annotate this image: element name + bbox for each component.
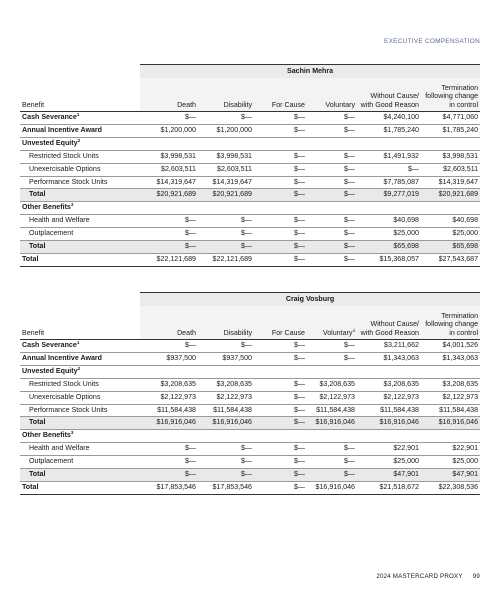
col-header-voluntary-label: Voluntary [322, 328, 353, 337]
table-cell: $— [254, 253, 307, 266]
table-row [20, 137, 480, 150]
table-cell: $3,208,635 [357, 378, 421, 391]
table-cell: $— [198, 456, 254, 469]
table-cell: $— [307, 189, 357, 202]
table-cell: $1,491,932 [357, 150, 421, 163]
table-cell: $— [140, 241, 198, 254]
page-number: 99 [472, 573, 480, 580]
table-row [20, 228, 480, 241]
table-cell: $2,603,511 [421, 163, 480, 176]
table-row [20, 112, 480, 125]
table-cell: $3,208,635 [198, 378, 254, 391]
table-cell: $65,698 [421, 241, 480, 254]
col-header-benefit: Benefit [20, 306, 140, 340]
col-header-for-cause: For Cause [254, 306, 307, 340]
table-cell: $— [140, 112, 198, 125]
table-cell: $1,785,240 [421, 124, 480, 137]
table-row [20, 391, 480, 404]
table-cell: $25,000 [421, 456, 480, 469]
table-cell: $— [198, 241, 254, 254]
table-cell: $11,584,438 [357, 404, 421, 417]
table-cell: $16,916,046 [307, 417, 357, 430]
table-cell: $— [140, 443, 198, 456]
table-cell: $— [254, 443, 307, 456]
table-cell: $937,500 [140, 352, 198, 365]
table-cell: $— [254, 112, 307, 125]
table-cell: $— [254, 391, 307, 404]
row-label [20, 443, 140, 456]
table-cell: $— [140, 340, 198, 353]
table-cell: $— [254, 378, 307, 391]
table-row [20, 352, 480, 365]
table-cell: $1,343,063 [357, 352, 421, 365]
col-header-text: Termination [441, 83, 479, 92]
table-cell: $22,308,536 [421, 481, 480, 494]
table-cell: $— [198, 112, 254, 125]
table-row [20, 430, 480, 443]
table-cell: $— [140, 215, 198, 228]
table-cell: $— [198, 443, 254, 456]
table-cell: $— [254, 481, 307, 494]
col-header-disability: Disability [198, 78, 254, 112]
table-cell: $— [357, 163, 421, 176]
table-cell: $3,998,531 [198, 150, 254, 163]
col-header-text: Without Cause/ [370, 320, 419, 329]
row-label-text: Outplacement [29, 229, 74, 238]
table-row [20, 253, 480, 266]
table-cell [140, 137, 198, 150]
table-cell: $16,916,046 [307, 481, 357, 494]
table-cell: $— [307, 456, 357, 469]
row-label [20, 150, 140, 163]
table-cell: $— [307, 112, 357, 125]
col-header-text: with Good Reason [360, 328, 419, 337]
table-cell: $— [140, 228, 198, 241]
table-cell: $2,603,511 [198, 163, 254, 176]
table-cell [421, 137, 480, 150]
executive-name: Sachin Mehra [140, 65, 480, 79]
row-label-text: Unvested Equity [22, 366, 78, 375]
row-label-text: Total [29, 190, 46, 199]
table-cell: $65,698 [357, 241, 421, 254]
row-label [20, 404, 140, 417]
table-cell: $11,584,438 [421, 404, 480, 417]
table-cell: $— [254, 241, 307, 254]
table-cell: $1,343,063 [421, 352, 480, 365]
table-cell: $17,853,546 [198, 481, 254, 494]
table-cell: $2,603,511 [140, 163, 198, 176]
severance-table-craig-vosburg [20, 292, 480, 495]
col-header-termination-cic [421, 78, 480, 112]
row-label-text: Total [22, 482, 39, 491]
table-row [20, 404, 480, 417]
table-cell: $21,518,672 [357, 481, 421, 494]
table-cell: $2,122,973 [307, 391, 357, 404]
table-cell [254, 202, 307, 215]
table-row [20, 241, 480, 254]
table-cell [140, 365, 198, 378]
row-label [20, 430, 140, 443]
row-label-text: Total [29, 242, 46, 251]
col-header-text: Without Cause/ [370, 92, 419, 101]
table-cell: $20,921,689 [198, 189, 254, 202]
row-label-text: Total [29, 418, 46, 427]
table-cell: $— [307, 253, 357, 266]
footnote-ref: 1 [76, 340, 80, 345]
table-cell: $3,998,531 [421, 150, 480, 163]
table-cell: $— [307, 241, 357, 254]
table-cell [421, 430, 480, 443]
table-cell [307, 430, 357, 443]
row-label-text: Other Benefits [22, 431, 71, 440]
row-label [20, 241, 140, 254]
table-cell: $937,500 [198, 352, 254, 365]
row-label [20, 469, 140, 482]
table-cell: $17,853,546 [140, 481, 198, 494]
table-cell: $22,121,689 [140, 253, 198, 266]
table-row [20, 124, 480, 137]
row-label-text: Unexercisable Options [29, 164, 101, 173]
table-cell [357, 430, 421, 443]
col-header-text: in control [449, 100, 479, 109]
table-cell: $— [254, 228, 307, 241]
table-cell: $47,901 [357, 469, 421, 482]
col-header-voluntary [307, 306, 357, 340]
row-label-text: Cash Severance [22, 113, 77, 121]
table-row [20, 189, 480, 202]
table-cell: $16,916,046 [140, 417, 198, 430]
col-header-without-cause [357, 306, 421, 340]
table-cell: $— [307, 352, 357, 365]
table-cell: $— [254, 417, 307, 430]
table-cell: $1,785,240 [357, 124, 421, 137]
table-cell: $11,584,438 [140, 404, 198, 417]
table-cell: $11,584,438 [307, 404, 357, 417]
table-cell [254, 137, 307, 150]
col-header-text: Termination [441, 311, 479, 320]
row-label-text: Restricted Stock Units [29, 379, 99, 388]
table-cell: $— [254, 215, 307, 228]
page-footer [376, 573, 480, 580]
table-cell: $— [254, 404, 307, 417]
table-cell: $— [254, 150, 307, 163]
row-label [20, 112, 140, 125]
row-label-text: Total [22, 254, 39, 263]
table-cell: $25,000 [357, 456, 421, 469]
table-cell: $9,277,019 [357, 189, 421, 202]
table-cell: $— [307, 163, 357, 176]
table-cell [198, 430, 254, 443]
table-cell [140, 202, 198, 215]
row-label [20, 365, 140, 378]
col-header-text: with Good Reason [360, 100, 419, 109]
row-label [20, 253, 140, 266]
table-cell: $7,785,087 [357, 176, 421, 189]
row-label-text: Cash Severance [22, 341, 77, 349]
col-header-voluntary-label: Voluntary [325, 100, 355, 109]
table-cell: $— [254, 189, 307, 202]
row-label [20, 215, 140, 228]
row-label [20, 176, 140, 189]
table-cell: $— [254, 352, 307, 365]
table-cell: $— [307, 176, 357, 189]
table-cell: $22,121,689 [198, 253, 254, 266]
table-row [20, 150, 480, 163]
row-label-text: Restricted Stock Units [29, 151, 99, 160]
table-cell [307, 202, 357, 215]
table-cell: $15,368,057 [357, 253, 421, 266]
row-label-text: Health and Welfare [29, 216, 90, 225]
table-cell: $— [198, 469, 254, 482]
footnote-ref: 3 [70, 202, 74, 208]
table-cell: $2,122,973 [357, 391, 421, 404]
table-cell: $— [307, 228, 357, 241]
table-cell: $— [307, 124, 357, 137]
table-cell: $— [140, 469, 198, 482]
table-cell [357, 137, 421, 150]
table-row [20, 163, 480, 176]
footnote-ref: 4 [352, 327, 355, 333]
table-cell [421, 202, 480, 215]
table-cell: $— [307, 150, 357, 163]
row-label-text: Performance Stock Units [29, 405, 108, 414]
row-label-text: Unvested Equity [22, 138, 78, 147]
table-cell: $4,771,060 [421, 112, 480, 125]
table-cell: $16,916,046 [421, 417, 480, 430]
table-cell: $1,200,000 [198, 124, 254, 137]
table-cell: $25,000 [357, 228, 421, 241]
severance-table-sachin-mehra [20, 64, 480, 267]
table-cell: $— [198, 228, 254, 241]
table-row [20, 365, 480, 378]
col-header-benefit: Benefit [20, 78, 140, 112]
table-row [20, 215, 480, 228]
footnote-ref: 1 [76, 112, 80, 117]
table-cell: $2,122,973 [198, 391, 254, 404]
table-cell: $3,208,635 [421, 378, 480, 391]
table-cell: $3,208,635 [307, 378, 357, 391]
row-label [20, 340, 140, 353]
table-cell: $40,698 [421, 215, 480, 228]
table-cell: $20,921,689 [421, 189, 480, 202]
table-cell: $40,698 [357, 215, 421, 228]
row-label [20, 189, 140, 202]
table-row [20, 456, 480, 469]
table-cell: $22,901 [357, 443, 421, 456]
col-header-death: Death [140, 78, 198, 112]
table-cell: $14,319,647 [140, 176, 198, 189]
table-cell: $20,921,689 [140, 189, 198, 202]
row-label [20, 378, 140, 391]
table-cell [140, 430, 198, 443]
table-cell: $4,001,526 [421, 340, 480, 353]
row-label [20, 391, 140, 404]
col-header-death: Death [140, 306, 198, 340]
row-label [20, 137, 140, 150]
table-cell [198, 137, 254, 150]
table-row [20, 417, 480, 430]
table-cell [254, 430, 307, 443]
row-label-text: Other Benefits [22, 203, 71, 212]
table-cell: $14,319,647 [421, 176, 480, 189]
row-label-text: Annual Incentive Award [22, 125, 103, 134]
row-label [20, 202, 140, 215]
table-cell: $— [254, 456, 307, 469]
col-header-text: following change [425, 92, 479, 101]
row-label-text: Annual Incentive Award [22, 353, 103, 362]
table-cell: $16,916,046 [357, 417, 421, 430]
table-row [20, 202, 480, 215]
row-label [20, 352, 140, 365]
col-header-text: following change [425, 320, 479, 329]
table-cell [307, 137, 357, 150]
executive-name: Craig Vosburg [140, 293, 480, 307]
table-cell: $47,901 [421, 469, 480, 482]
table-cell: $16,916,046 [198, 417, 254, 430]
footnote-ref: 2 [77, 365, 81, 371]
row-label [20, 163, 140, 176]
row-label-text: Outplacement [29, 457, 74, 466]
table-cell [357, 365, 421, 378]
row-label [20, 228, 140, 241]
col-header-voluntary [307, 78, 357, 112]
row-label-text: Performance Stock Units [29, 177, 108, 186]
table-cell [198, 365, 254, 378]
table-cell: $3,211,662 [357, 340, 421, 353]
footnote-ref: 2 [77, 137, 81, 143]
table-cell: $— [254, 469, 307, 482]
footer-document-title: 2024 MASTERCARD PROXY [376, 573, 463, 580]
table-cell [357, 202, 421, 215]
row-label [20, 456, 140, 469]
table-cell: $2,122,973 [140, 391, 198, 404]
table-cell: $25,000 [421, 228, 480, 241]
footnote-ref: 3 [70, 430, 74, 436]
row-label-text: Total [29, 470, 46, 479]
col-header-without-cause [357, 78, 421, 112]
row-label [20, 481, 140, 494]
table-cell: $— [198, 215, 254, 228]
table-cell: $11,584,438 [198, 404, 254, 417]
table-row [20, 378, 480, 391]
table-cell: $14,319,647 [198, 176, 254, 189]
row-label-text: Unexercisable Options [29, 392, 101, 401]
col-header-for-cause: For Cause [254, 78, 307, 112]
table-cell: $22,901 [421, 443, 480, 456]
table-cell [421, 365, 480, 378]
table-row [20, 340, 480, 353]
table-cell: $— [140, 456, 198, 469]
table-cell: $— [307, 443, 357, 456]
table-cell: $— [254, 340, 307, 353]
col-header-disability: Disability [198, 306, 254, 340]
table-cell: $— [307, 340, 357, 353]
row-label [20, 124, 140, 137]
table-cell: $3,998,531 [140, 150, 198, 163]
table-cell: $2,122,973 [421, 391, 480, 404]
table-cell: $— [254, 176, 307, 189]
table-row [20, 443, 480, 456]
table-row [20, 481, 480, 494]
table-cell: $1,200,000 [140, 124, 198, 137]
table-cell [198, 202, 254, 215]
table-cell [307, 365, 357, 378]
table-cell: $— [254, 124, 307, 137]
section-header: EXECUTIVE COMPENSATION [384, 38, 480, 45]
row-label [20, 417, 140, 430]
table-cell [254, 365, 307, 378]
table-row [20, 176, 480, 189]
table-cell: $— [198, 340, 254, 353]
table-cell: $— [307, 215, 357, 228]
col-header-termination-cic [421, 306, 480, 340]
row-label-text: Health and Welfare [29, 444, 90, 453]
table-cell: $— [307, 469, 357, 482]
table-cell: $4,240,100 [357, 112, 421, 125]
table-row [20, 469, 480, 482]
col-header-text: in control [449, 328, 479, 337]
table-cell: $— [254, 163, 307, 176]
table-cell: $27,543,687 [421, 253, 480, 266]
table-cell: $3,208,635 [140, 378, 198, 391]
